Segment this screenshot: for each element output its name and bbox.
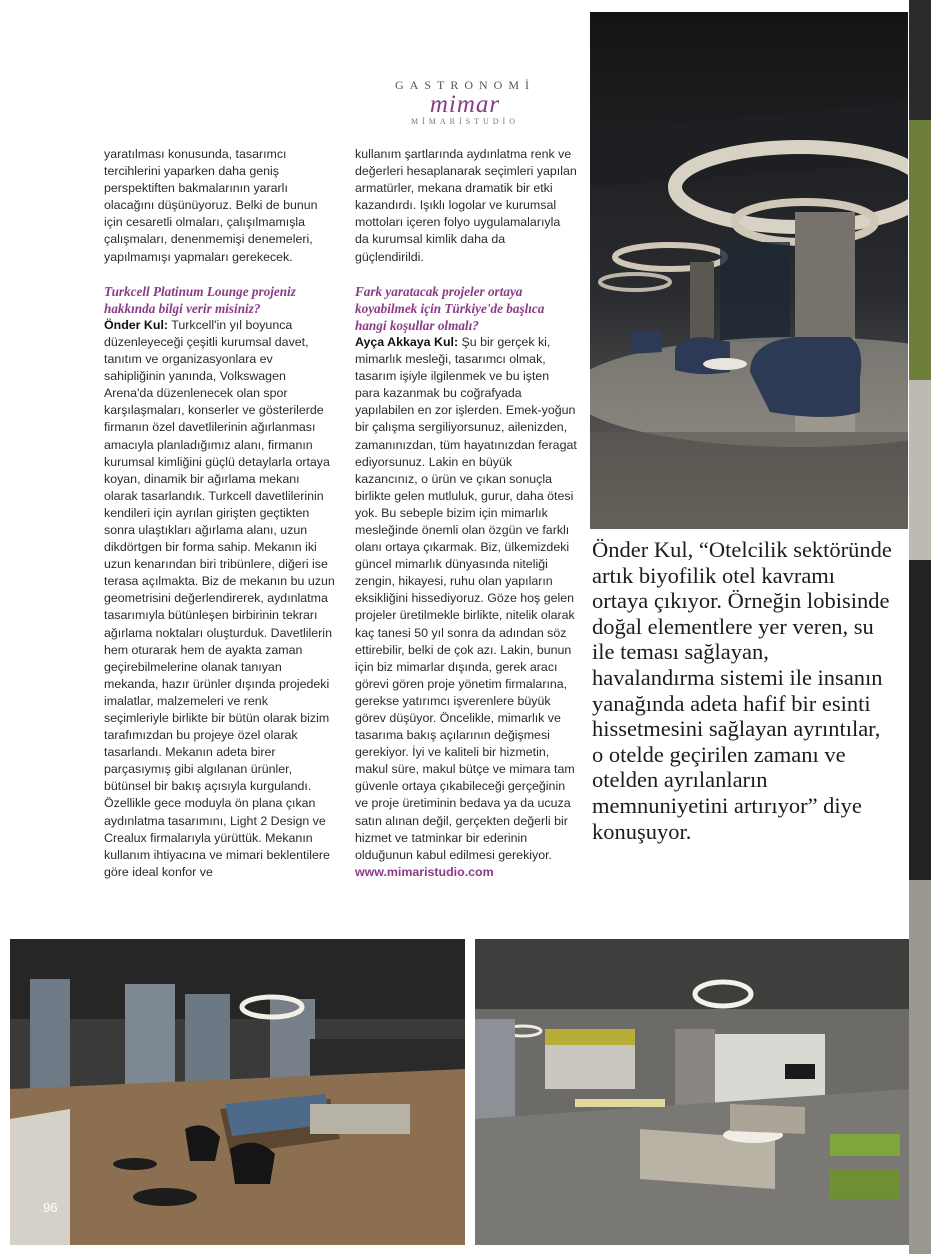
speaker-name: Önder Kul:	[104, 317, 169, 332]
website-link[interactable]: www.mimaristudio.com	[355, 864, 494, 879]
column-2-intro: kullanım şartlarında aydınlatma renk ve değerleri hesaplanarak seçimleri yapılan armatürler, mekana dramatik bir etki kazandırdı. Işıklı logolar ve kurumsal mottoları içeren folyo uygulamalarıyla da kurumsal kimlik daha da güçlendirildi.	[355, 147, 577, 264]
masthead-section: GASTRONOMİ	[394, 78, 535, 92]
pull-quote: Önder Kul, “Otelcilik sektöründe artık biyofilik otel kavramı ortaya çıkıyor. Örneğin lobisinde doğal elementlere yer veren, su ile teması sağlayan, havalandırma sistemi ile insanın yanağında adeta hafif bir esinti hissetmesini sağlayan ayrıntılar, o otelde geçirilen zamanı ve otelden ayrılanların memnuniyetini artırıyor” diye konuşuyor.	[592, 537, 892, 844]
answer-text: Şu bir gerçek ki, mimarlık mesleği, tasarımcı olmak, tasarım işiyle ilgilenmek ve bu işten para kazanmak bu coğrafyada yapılabilen en zor işlerden. Emek-yoğun bir çalışma sergiliyorsunuz, ailenizden, zamanınızdan, tüm hayatınızdan feragat ediyorsunuz. Lakin en büyük kazancınız, o ürün ve çıkan sonuçla birlikte gelen mutluluk, gurur, daha ötesi yok. Bu sebeple bizim için mimarlık mesleğinde önemli olan özgün ve farklı olanı ortaya çıkarmak. Biz, ülkemizdeki güncel mimarlık dünyasında niteliği zengin, hikayesi, ruhu olan yapıların eksikliğini hissediyoruz. Göze hoş gelen projeler üretilmekle birlikte, nitelik olarak kaç tanesi 50 yıl sonra da adından söz ettirebilir, belki de çok azı. Lakin, bunun için biz mimarlar dışında, gerek aracı görevi gören proje yönetim firmalarına, gerekse yatırımcı işverenlere büyük görev düşüyor. Öncelikle, mimarlık ve tasarıma bakış açılarının değişmesi gerekiyor. İyi ve kaliteli bir hizmetin, makul süre, makul bütçe ve mimara tam güvenle ortaya çıkabileceği gerçeğinin ve proje üretiminin bedava ya da ucuza satın alınan değil, gerçekten değerli bir hizmet ve tatminkar bir ederinin olduğunun kabul edilmesi gerekiyor.	[355, 334, 577, 862]
page-number: 96	[43, 1200, 58, 1215]
text-column-2	[355, 146, 577, 881]
answer-2	[355, 334, 577, 864]
masthead	[340, 78, 590, 126]
speaker-name: Ayça Akkaya Kul:	[355, 334, 459, 349]
lounge-photo	[590, 12, 908, 529]
question-2: Fark yaratacak projeler ortaya koyabilmek için Türkiye'de başlıca hangi koşullar olmalı?	[355, 283, 545, 333]
page-edge-strip	[909, 0, 931, 1254]
answer-1	[104, 317, 336, 881]
question-1: Turkcell Platinum Lounge projeniz hakkında bilgi verir misiniz?	[104, 283, 296, 316]
pool-lounge-photo	[10, 939, 465, 1245]
answer-text: Turkcell'in yıl boyunca düzenleyeceği çeşitli kurumsal davet, tanıtım ve organizasyonlara ev sahipliğinin yanında, Volkswagen Arena'da düzenlenecek olan spor karşılaşmaları, konserler ve gösterilerde firmanın özel davetlilerinin ağırlanması amacıyla planladığımız alanı, firmanın kurumsal kimliğini güçlü detaylarla ortaya koyan, dinamik bir ağırlama mekanı olarak tasarlandık. Turkcell davetlilerinin kendileri için ayrılan girişten geçtikten sonra ulaştıkları ağırlama alanı, uzun dikdörtgen bir forma sahip. Mekanın iki uzun kenarından biri tribünlere, diğeri ise terasa açılmakta. Biz de mekanın bu uzun geometrisini değerlendirerek, aydınlatma tasarımıyla bütünleşen birbirinin tekrarı ağırlama noktaları oluşturduk. Davetlilerin hem oturarak hem de ayakta zaman geçirebilmelerine olanak tanıyan mekanda, hazır ürünler dışında projedeki imalatlar, malzemeleri ve renk seçimleriyle birlikte bir bütün olarak bizim tarafımızdan bu projeye özel olarak tasarlandı. Mekanın adeta birer parçasıymış gibi algılanan ürünler, bütünsel bir bakış açısıyla kurgulandı. Özellikle gece moduyla ön plana çıkan aydınlatma tasarımını, Light 2 Design ve Crealux firmalarıyla yürüttük. Mekanın kullanım ihtiyacına ve mimari beklentilere göre ideal konfor ve	[104, 317, 335, 879]
masthead-brand: MİMARİSTUDİO	[411, 117, 519, 126]
open-office-lounge-photo	[475, 939, 909, 1245]
masthead-logo: mimar	[429, 91, 501, 118]
text-column-1	[104, 146, 336, 881]
column-1-intro: yaratılması konusunda, tasarımcı tercihlerini yaparken daha geniş perspektiften bakmalarının yararlı olacağını düşünüyoruz. Belki de bunun için cesaretli olmaları, çalışılmamışla çalışmaları, denenmemişi denemeleri, yapılmamışı yapmaları gerekecek.	[104, 147, 318, 264]
